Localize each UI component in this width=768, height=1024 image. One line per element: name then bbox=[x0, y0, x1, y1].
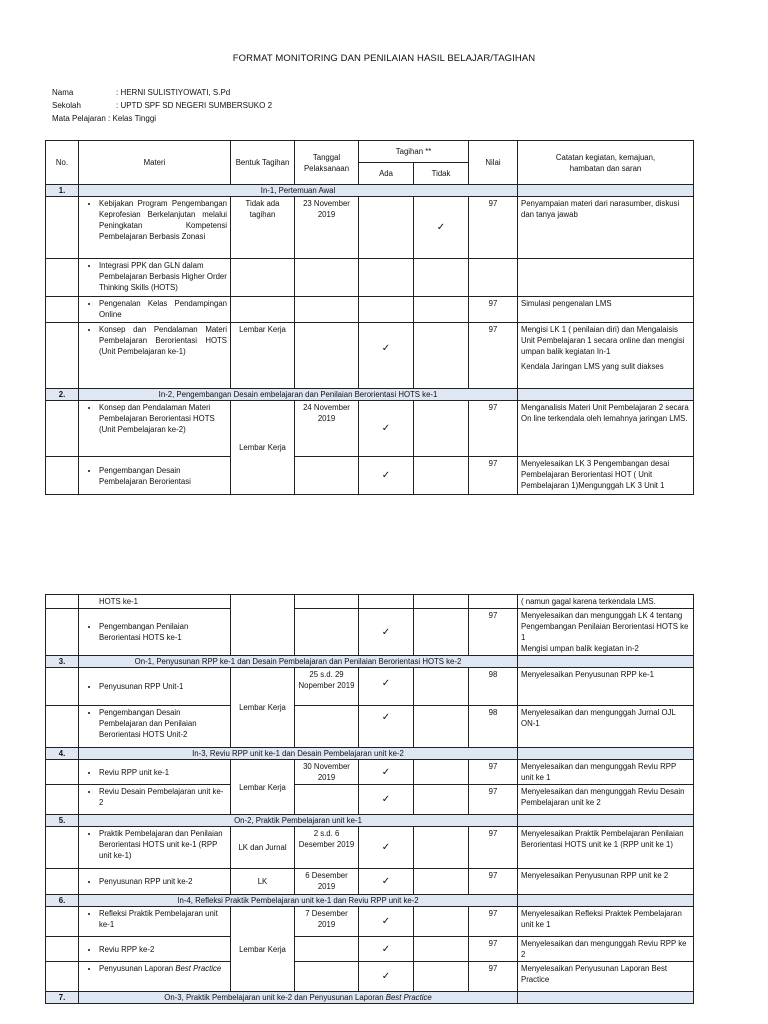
catatan-text: Menyelesaikan dan mengunggah Reviu Desain Pembelajaran unit ke 2 bbox=[518, 785, 694, 815]
tanggal-text: 24 November 2019 bbox=[295, 401, 359, 457]
info-nama bbox=[52, 86, 230, 99]
bentuk-text: Lembar Kerja bbox=[231, 760, 295, 815]
tanggal-text: 2 s.d. 6 Desember 2019 bbox=[295, 827, 359, 869]
section-title: On-2, Praktik Pembelajaran unit ke-1 bbox=[79, 815, 518, 827]
header-tanggal: Tanggal Pelaksanaan bbox=[295, 141, 359, 185]
catatan-text: Mengisi LK 1 ( penilaian diri) dan Mengalaisis Unit Pembelajaran 1 secara online dan mengisi umpan balik kegiatan In-1 bbox=[521, 325, 685, 356]
check-icon: ✓ bbox=[359, 937, 414, 962]
header-tagihan: Tagihan ** bbox=[359, 141, 469, 163]
section-title: On-1, Penyusunan RPP ke-1 dan Desain Pembelajaran dan Penilaian Berorientasi HOTS ke-2 bbox=[79, 656, 518, 668]
nama-value: : HERNI SULISTIYOWATI, S.Pd bbox=[116, 88, 231, 97]
section-no: 5. bbox=[46, 815, 79, 827]
table-row bbox=[46, 962, 694, 992]
section-no: 1. bbox=[46, 185, 79, 197]
catatan-text: ( namun gagal karena terkendala LMS. bbox=[518, 595, 694, 609]
table-row bbox=[46, 760, 694, 785]
catatan-text: Menyelesaikan dan mengunggah Jurnal OJL ON-1 bbox=[518, 706, 694, 748]
materi-text: • Penyusunan RPP Unit-1 bbox=[99, 681, 227, 692]
check-icon: ✓ bbox=[359, 323, 414, 389]
catatan-text: Menyelesaikan Penyusunan Laporan Best Practice bbox=[518, 962, 694, 992]
header-catatan: Catatan kegiatan, kemajuan, hambatan dan saran bbox=[518, 141, 694, 185]
materi-text: • Kebijakan Program Pengembangan Keprofesian Berkelanjutan melalui Peningkatan Kompetensi Pembelajaran Berbasis Zonasi bbox=[99, 198, 227, 242]
check-icon: ✓ bbox=[359, 869, 414, 895]
table-row bbox=[46, 595, 694, 609]
materi-text: • Praktik Pembelajaran dan Penilaian Berorientasi HOTS unit ke-1 (RPP unit ke-1) bbox=[99, 828, 227, 861]
bentuk-text: Lembar Kerja bbox=[231, 907, 295, 992]
header-nilai: Nilai bbox=[469, 141, 518, 185]
section-no: 3. bbox=[46, 656, 79, 668]
header-ada: Ada bbox=[359, 163, 414, 185]
monitoring-table-part1 bbox=[45, 140, 694, 495]
nilai-text: 97 bbox=[469, 297, 518, 323]
section-no: 2. bbox=[46, 389, 79, 401]
table-row bbox=[46, 609, 694, 656]
section-title: In-1, Pertemuan Awal bbox=[79, 185, 518, 197]
section-title: In-2, Pengembangan Desain embelajaran dan Penilaian Berorientasi HOTS ke-1 bbox=[79, 389, 518, 401]
check-icon: ✓ bbox=[359, 785, 414, 815]
section-title-a: On-3, Praktik Pembelajaran unit ke-2 dan Penyusunan Laporan bbox=[164, 993, 386, 1002]
info-sekolah bbox=[52, 99, 272, 112]
section-row-6 bbox=[46, 895, 694, 907]
check-icon: ✓ bbox=[359, 457, 414, 495]
catatan-text: Menyelesaikan Praktik Pembelajaran Penilaian Berorientasi HOTS unit ke 1 (RPP unit ke 1) bbox=[518, 827, 694, 869]
nilai-text: 97 bbox=[469, 907, 518, 937]
bentuk-text: Lembar Kerja bbox=[231, 323, 295, 389]
bentuk-text: Lembar Kerja bbox=[231, 401, 295, 495]
section-row-7 bbox=[46, 992, 694, 1004]
tanggal-text: 30 November 2019 bbox=[295, 760, 359, 785]
section-title-b: Best Practice bbox=[385, 993, 432, 1002]
nilai-text: 97 bbox=[469, 937, 518, 962]
materi-text: • Pengembangan Penilaian Berorientasi HOTS ke-1 bbox=[99, 621, 227, 643]
nilai-text: 97 bbox=[469, 785, 518, 815]
nilai-text: 97 bbox=[469, 197, 518, 259]
check-icon: ✓ bbox=[359, 907, 414, 937]
catatan-text: Menyelesaikan LK 3 Pengembangan desai Pembelajaran Berorientasi HOT ( Unit Pembelajaran 1)Mengunggah LK 3 Unit 1 bbox=[518, 457, 694, 495]
bentuk-text: LK dan Jurnal bbox=[231, 827, 295, 869]
materi-text bbox=[99, 963, 227, 974]
header-no: No. bbox=[46, 141, 79, 185]
section-blank bbox=[518, 389, 694, 401]
materi-text: • Konsep dan Pendalaman Materi Pembelajaran Berorientasi HOTS (Unit Pembelajaran ke-2) bbox=[99, 402, 227, 435]
nilai-text: 97 bbox=[469, 760, 518, 785]
check-icon: ✓ bbox=[359, 760, 414, 785]
materi-text-a: Penyusunan Laporan bbox=[99, 964, 176, 973]
header-tidak: Tidak bbox=[414, 163, 469, 185]
sekolah-label: Sekolah bbox=[52, 101, 81, 110]
check-icon: ✓ bbox=[359, 962, 414, 992]
section-blank bbox=[518, 656, 694, 668]
header-bentuk: Bentuk Tagihan bbox=[231, 141, 295, 185]
table-row bbox=[46, 668, 694, 706]
materi-text: • Integrasi PPK dan GLN dalam Pembelajaran Berbasis Higher Order Thinking Skills (HOTS) bbox=[99, 260, 227, 293]
tanggal-text: 6 Desember 2019 bbox=[295, 869, 359, 895]
check-icon: ✓ bbox=[359, 401, 414, 457]
header-row bbox=[46, 141, 694, 163]
mapel-text: Mata Pelajaran : Kelas Tinggi bbox=[52, 114, 157, 123]
nilai-text: 97 bbox=[469, 869, 518, 895]
catatan-text: Kendala Jaringan LMS yang sulit diakses bbox=[521, 362, 664, 371]
section-title: In-3, Reviu RPP unit ke-1 dan Desain Pembelajaran unit ke-2 bbox=[79, 748, 518, 760]
catatan-text: Simulasi pengenalan LMS bbox=[518, 297, 694, 323]
check-icon: ✓ bbox=[359, 668, 414, 706]
table-row bbox=[46, 457, 694, 495]
section-row-4 bbox=[46, 748, 694, 760]
nilai-text: 97 bbox=[469, 827, 518, 869]
document-title: FORMAT MONITORING DAN PENILAIAN HASIL BELAJAR/TAGIHAN bbox=[232, 53, 536, 64]
section-row-1 bbox=[46, 185, 694, 197]
check-icon: ✓ bbox=[359, 706, 414, 748]
table-row bbox=[46, 827, 694, 869]
section-no: 4. bbox=[46, 748, 79, 760]
catatan-text: Menyelesaikan dan mengunggah LK 4 tentang Pengembangan Penilaian Berorientasi HOTS ke 1 bbox=[521, 611, 689, 642]
catatan-text: Menyelesaikan dan mengunggah Reviu RPP unit ke 1 bbox=[518, 760, 694, 785]
section-row-3 bbox=[46, 656, 694, 668]
table-row bbox=[46, 907, 694, 937]
section-blank bbox=[518, 815, 694, 827]
catatan-text: Mengisi umpan balik kegiatan in-2 bbox=[521, 644, 639, 653]
materi-text: • Pengembangan Desain Pembelajaran dan Penilaian Berorientasi HOTS Unit-2 bbox=[99, 707, 227, 740]
header-materi: Materi bbox=[79, 141, 231, 185]
section-row-5 bbox=[46, 815, 694, 827]
section-blank bbox=[518, 185, 694, 197]
catatan-text: Menyelesaikan Refleksi Praktek Pembelajaran unit ke 1 bbox=[518, 907, 694, 937]
table-row bbox=[46, 785, 694, 815]
section-title: In-4, Refleksi Praktik Pembelajaran unit ke-1 dan Reviu RPP unit ke-2 bbox=[79, 895, 518, 907]
nilai-text: 98 bbox=[469, 668, 518, 706]
materi-text: HOTS ke-1 bbox=[79, 595, 231, 609]
nilai-text: 97 bbox=[469, 401, 518, 457]
nilai-text: 97 bbox=[469, 609, 518, 656]
tanggal-text: 25 s.d. 29 Nopember 2019 bbox=[295, 668, 359, 706]
tanggal-text: 23 November 2019 bbox=[295, 197, 359, 259]
section-no: 6. bbox=[46, 895, 79, 907]
bentuk-text: Lembar Kerja bbox=[231, 668, 295, 748]
bentuk-text: LK bbox=[231, 869, 295, 895]
table-row bbox=[46, 297, 694, 323]
sekolah-value: : UPTD SPF SD NEGERI SUMBERSUKO 2 bbox=[116, 101, 273, 110]
table-row bbox=[46, 869, 694, 895]
materi-text: • Refleksi Praktik Pembelajaran unit ke-1 bbox=[99, 908, 227, 930]
nilai-text: 97 bbox=[469, 323, 518, 389]
table-row bbox=[46, 323, 694, 389]
nilai-text: 97 bbox=[469, 962, 518, 992]
nilai-text: 98 bbox=[469, 706, 518, 748]
bentuk-text: Tidak ada tagihan bbox=[231, 197, 295, 259]
table-row bbox=[46, 259, 694, 297]
catatan-text: Menyelesaikan dan mengunggah Reviu RPP ke 2 bbox=[518, 937, 694, 962]
section-title bbox=[79, 992, 518, 1004]
materi-text: • Penyusunan RPP unit ke-2 bbox=[99, 876, 227, 887]
materi-text-b: Best Practice bbox=[175, 964, 222, 973]
section-row-2 bbox=[46, 389, 694, 401]
info-mapel bbox=[52, 112, 156, 125]
table-row bbox=[46, 197, 694, 259]
check-icon: ✓ bbox=[359, 827, 414, 869]
materi-text: • Reviu RPP ke-2 bbox=[99, 944, 227, 955]
materi-text: • Pengenalan Kelas Pendampingan Online bbox=[99, 298, 227, 320]
section-blank bbox=[518, 748, 694, 760]
materi-text: • Reviu RPP unit ke-1 bbox=[99, 767, 227, 778]
nama-label: Nama bbox=[52, 88, 74, 97]
catatan-text: Menganalisis Materi Unit Pembelajaran 2 secara On line terkendala oleh lemahnya jaringan LMS. bbox=[518, 401, 694, 457]
table-row bbox=[46, 401, 694, 457]
materi-text: • Pengembangan Desain Pembelajaran Berorientasi bbox=[99, 465, 227, 487]
tanggal-text: 7 Desember 2019 bbox=[295, 907, 359, 937]
catatan-text: Penyampaian materi dari narasumber, diskusi dan tanya jawab bbox=[518, 197, 694, 259]
materi-text: • Konsep dan Pendalaman Materi Pembelajaran Berorientasi HOTS (Unit Pembelajaran ke-1) bbox=[99, 324, 227, 357]
section-no: 7. bbox=[46, 992, 79, 1004]
nilai-text: 97 bbox=[469, 457, 518, 495]
monitoring-table-part2 bbox=[45, 594, 694, 1004]
catatan-text: Menyelesaikan Penyusunan RPP unit ke 2 bbox=[518, 869, 694, 895]
table-row bbox=[46, 706, 694, 748]
check-icon: ✓ bbox=[359, 609, 414, 656]
catatan-text: Menyelesaikan Penyusunan RPP ke-1 bbox=[518, 668, 694, 706]
table-row bbox=[46, 937, 694, 962]
section-blank bbox=[518, 992, 694, 1004]
materi-text: • Reviu Desain Pembelajaran unit ke-2 bbox=[99, 786, 227, 808]
section-blank bbox=[518, 895, 694, 907]
check-icon: ✓ bbox=[414, 197, 469, 259]
